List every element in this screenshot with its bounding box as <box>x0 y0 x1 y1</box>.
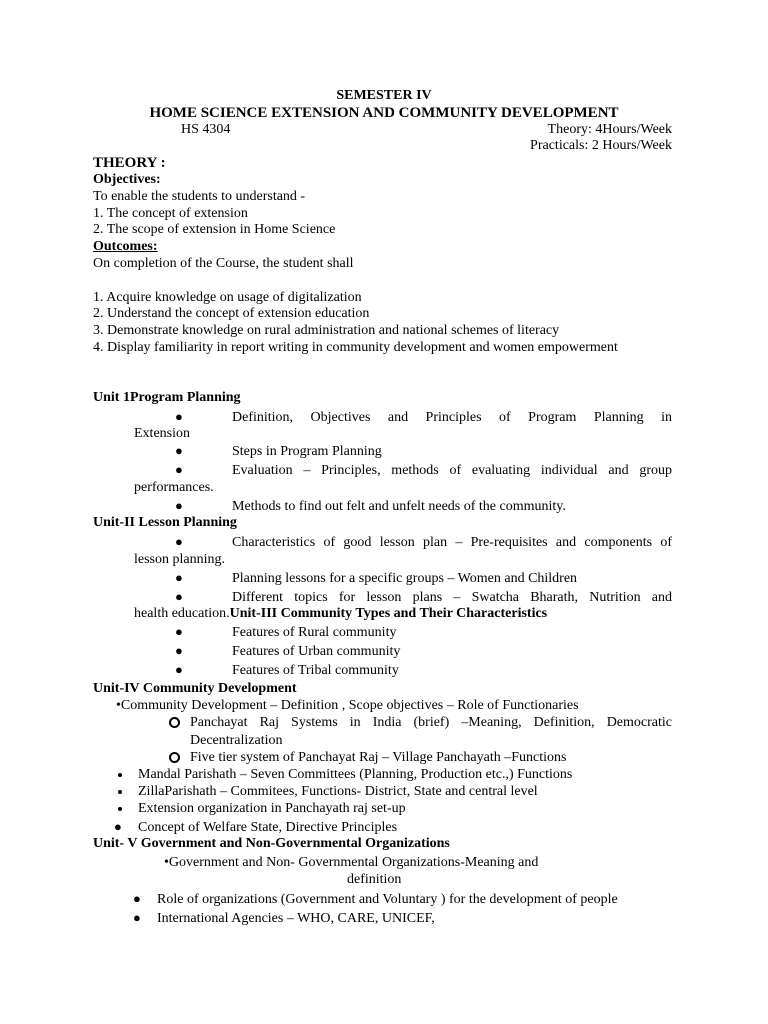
theory-hours: Theory: 4Hours/Week <box>547 122 672 137</box>
bullet-icon: ● <box>133 891 141 906</box>
course-code: HS 4304 <box>181 122 231 137</box>
unit-5-title: Unit- V Government and Non-Governmental Organizations <box>93 836 450 851</box>
bullet-icon: ● <box>114 819 122 834</box>
unit-1-item-3-cont: performances. <box>134 480 214 495</box>
theory-heading: THEORY : <box>93 155 166 171</box>
small-bullet-icon <box>118 773 122 777</box>
unit-4-item-3: ZillaParishath – Commitees, Functions- District, State and central level <box>138 784 538 799</box>
unit-4-subitem-2: Five tier system of Panchayat Raj – Village Panchayath –Functions <box>190 750 567 765</box>
unit-5-item-1: •Government and Non- Governmental Organizations-Meaning and <box>164 855 539 870</box>
unit-3-item-2: Features of Urban community <box>232 644 401 659</box>
unit-2-item-3-cont: health education. <box>134 606 230 621</box>
bullet-icon: ● <box>133 910 141 925</box>
objective-item: 2. The scope of extension in Home Science <box>93 222 336 237</box>
bullet-icon: ● <box>175 570 183 585</box>
bullet-icon: ● <box>175 443 183 458</box>
bullet-icon: ● <box>175 498 183 513</box>
unit-2-item-1-cont: lesson planning. <box>134 552 225 567</box>
practical-hours: Practicals: 2 Hours/Week <box>530 138 672 153</box>
unit-5-item-3: International Agencies – WHO, CARE, UNICEF, <box>157 911 435 926</box>
unit-3-item-1: Features of Rural community <box>232 625 397 640</box>
semester-heading: SEMESTER IV <box>336 88 432 103</box>
unit-2-item-1: Characteristics of good lesson plan – Pre-requisites and components of <box>232 535 672 550</box>
unit-1-item-2: Steps in Program Planning <box>232 444 382 459</box>
unit-4-subitem-1-cont: Decentralization <box>190 733 283 748</box>
bullet-icon: ● <box>175 643 183 658</box>
bullet-icon: ● <box>175 534 183 549</box>
unit-5-item-1-cont: definition <box>347 872 402 887</box>
bullet-icon: ● <box>175 589 183 604</box>
objective-item: 1. The concept of extension <box>93 206 248 221</box>
unit-5-item-2: Role of organizations (Government and Voluntary ) for the development of people <box>157 892 618 907</box>
unit-4-item-2: Mandal Parishath – Seven Committees (Planning, Production etc.,) Functions <box>138 767 573 782</box>
unit-1-item-1-cont: Extension <box>134 426 190 441</box>
bullet-icon: ● <box>175 409 183 424</box>
unit-3-item-3: Features of Tribal community <box>232 663 399 678</box>
objectives-heading: Objectives: <box>93 172 161 187</box>
objectives-intro: To enable the students to understand - <box>93 189 306 204</box>
unit-1-item-1: Definition, Objectives and Principles of Program Planning in <box>232 410 672 425</box>
unit-4-subitem-1: Panchayat Raj Systems in India (brief) –Meaning, Definition, Democratic <box>190 715 672 730</box>
bullet-icon: ● <box>175 462 183 477</box>
outcomes-heading: Outcomes: <box>93 239 158 254</box>
outcome-item: 3. Demonstrate knowledge on rural administration and national schemes of literacy <box>93 323 560 338</box>
bullet-icon: ● <box>175 624 183 639</box>
unit-2-item-3-line2 <box>134 606 547 622</box>
small-bullet-icon <box>118 790 122 794</box>
unit-1-item-4: Methods to find out felt and unfelt needs of the community. <box>232 499 566 514</box>
outcome-item: 2. Understand the concept of extension education <box>93 306 370 321</box>
unit-2-title: Unit-II Lesson Planning <box>93 515 237 530</box>
course-title: HOME SCIENCE EXTENSION AND COMMUNITY DEVELOPMENT <box>149 105 619 121</box>
unit-3-title: Unit-III Community Types and Their Characteristics <box>229 606 548 621</box>
unit-4-item-5: Concept of Welfare State, Directive Principles <box>138 820 398 835</box>
unit-4-title: Unit-IV Community Development <box>93 681 297 696</box>
bullet-icon: ● <box>175 662 183 677</box>
unit-1-item-3: Evaluation – Principles, methods of evaluating individual and group <box>232 463 672 478</box>
outcome-item: 4. Display familiarity in report writing in community development and women empowerment <box>93 340 618 355</box>
outcome-item: 1. Acquire knowledge on usage of digitalization <box>93 290 362 305</box>
unit-2-item-3: Different topics for lesson plans – Swatcha Bharath, Nutrition and <box>232 590 672 605</box>
unit-4-item-1: •Community Development – Definition , Scope objectives – Role of Functionaries <box>116 698 579 713</box>
unit-1-title: Unit 1Program Planning <box>93 390 241 405</box>
circle-bullet-icon <box>169 752 180 763</box>
unit-4-item-4: Extension organization in Panchayath raj set-up <box>138 801 406 816</box>
small-bullet-icon <box>118 807 122 811</box>
unit-2-item-2: Planning lessons for a specific groups – Women and Children <box>232 571 578 586</box>
circle-bullet-icon <box>169 717 180 728</box>
outcomes-intro: On completion of the Course, the student shall <box>93 256 354 271</box>
